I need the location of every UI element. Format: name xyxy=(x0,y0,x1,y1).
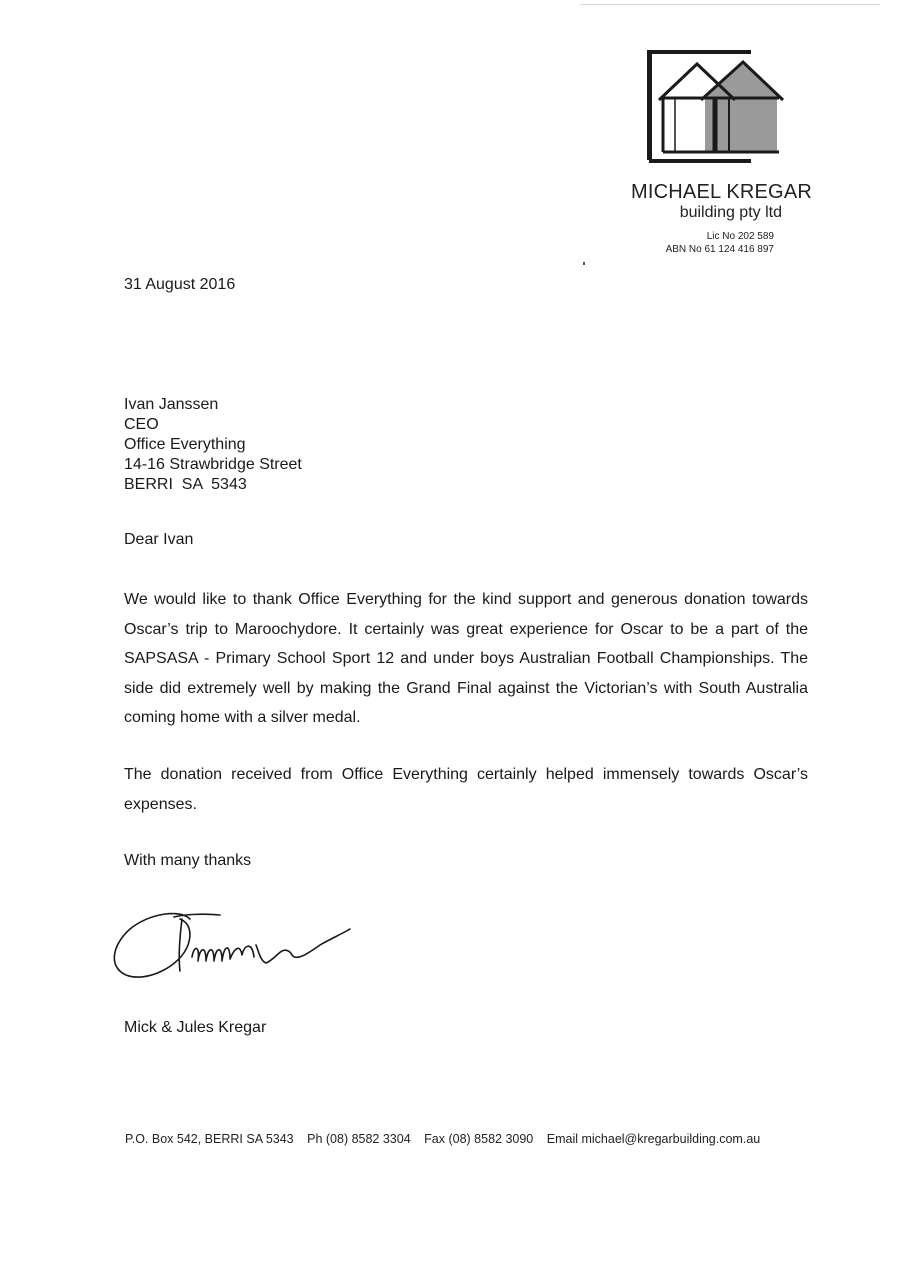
body-paragraph: We would like to thank Office Everything for the kind support and generous donation towards Oscar’s trip to Maroochydore. It certainly was great experience for Oscar to be a part of the SAPSASA - Primary School Sport 12 and under boys Australian Football Championships. The side did extremely well by making the Grand Final against the Victorian’s with South Australia coming home with a silver medal. xyxy=(124,591,808,726)
letter-date: 31 August 2016 xyxy=(124,276,236,293)
letterhead-footer xyxy=(125,1132,825,1146)
recipient-title: CEO xyxy=(124,416,159,433)
recipient-city: BERRI SA 5343 xyxy=(124,476,247,493)
body-paragraph: The donation received from Office Everything certainly helped immensely towards Oscar’s expenses. xyxy=(124,766,808,813)
closing: With many thanks xyxy=(124,852,252,869)
recipient-company: Office Everything xyxy=(124,436,246,453)
footer-po-box: P.O. Box 542, BERRI SA 5343 xyxy=(125,1132,294,1146)
abn-number: ABN No 61 124 416 897 xyxy=(665,244,774,255)
salutation: Dear Ivan xyxy=(124,531,194,548)
footer-phone: Ph (08) 8582 3304 xyxy=(307,1132,411,1146)
house-logo-icon xyxy=(645,48,785,170)
company-subtitle: building pty ltd xyxy=(679,204,782,221)
footer-fax: Fax (08) 8582 3090 xyxy=(424,1132,534,1146)
company-name: MICHAEL KREGAR xyxy=(631,181,812,203)
scan-edge-line xyxy=(580,4,880,5)
signatory-name: Mick & Jules Kregar xyxy=(124,1019,267,1036)
letterhead xyxy=(600,180,812,256)
scan-speck xyxy=(583,262,585,265)
signature-image xyxy=(110,905,360,985)
recipient-name: Ivan Janssen xyxy=(124,396,219,413)
licence-number: Lic No 202 589 xyxy=(706,231,774,242)
recipient-address xyxy=(124,395,302,495)
footer-email: Email michael@kregarbuilding.com.au xyxy=(546,1132,761,1146)
recipient-street: 14-16 Strawbridge Street xyxy=(124,456,302,473)
